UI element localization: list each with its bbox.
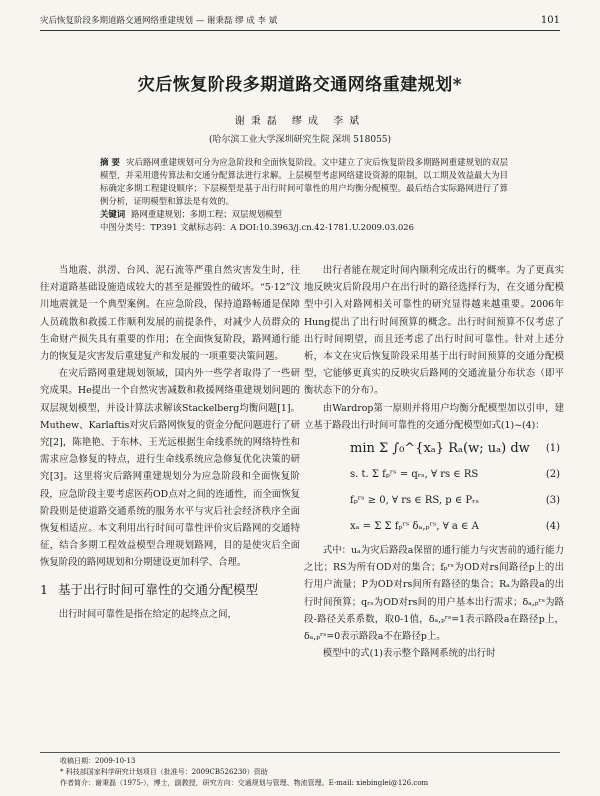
body-paragraph: 当地震、洪涝、台风、泥石流等严重自然灾害发生时，往往对道路基础设施造成较大的甚至是摧毁性的破坏。“5·12”汶川地震就是一个典型案例。在应急阶段，保持道路畅通是保障人员疏散和救援工作顺利发展的前提条件，对减少人员群众的生命财产损失具有重要的作用；在全面恢复阶段，路网通行能力的恢复是灾害发后重建复产和发展的一项重要决策问题。 bbox=[40, 265, 300, 363]
left-column bbox=[40, 262, 300, 623]
keywords-text: 路网重建规划；多期工程；双层规划模型 bbox=[131, 209, 282, 219]
section-number: 1 bbox=[40, 581, 48, 597]
classification-line: 中图分类号：TP391 文献标志码：A DOI:10.3963/j.cn.42-1781.U.2009.03.026 bbox=[100, 222, 414, 232]
paper-title: 灾后恢复阶段多期道路交通网络重建规划* bbox=[137, 75, 463, 95]
equation-expression: fₚʳˢ ≥ 0, ∀ rs ∈ RS, p ∈ Pᵣₛ bbox=[350, 495, 479, 507]
abstract-text: 灾后路网重建规划可分为应急阶段和全面恢复阶段。文中建立了灾后恢复阶段多期路网重建规划的双层模型，并采用遗传算法和交通分配算法进行求解。上层模型考虑网络建设资源的限制，以工期及效益最大为目标确定多期工程建设顺序；下层模型是基于出行时间可靠性的用户均衡分配模型。最后结合实际路网进行了算例分析，证明模型和算法是有效的。 bbox=[100, 157, 508, 206]
body-paragraph: 出行时间可靠性是指在给定的起终点之间， bbox=[58, 608, 237, 620]
body-paragraph: 由Wardrop第一原则并将用户均衡分配模型加以引申，建立基于路段出行时间可靠性的交通分配模型如式(1)~(4)： bbox=[304, 402, 564, 431]
section-heading bbox=[40, 580, 300, 600]
equation-expression: xₐ = Σ Σ fₚʳˢ δₐ,ₚʳˢ, ∀ a ∈ A bbox=[350, 521, 479, 533]
keywords-label: 关键词 bbox=[100, 209, 126, 219]
body-paragraph: 式中：uₐ为灾后路段a保留的通行能力与灾害前的通行能力之比；RS为所有OD对的集合；fₚʳˢ为OD对rs间路径p上的出行用户流量；P为OD对rs间所有路径的集合；Rₐ为路段a的出行时间预算；qᵣₛ为OD对rs间的用户基本出行需求；δₐ,ₚʳˢ为路段-路径关系系数，取0-1值，δₐ,ₚʳˢ=1表示路段a在路径p上，δₐ,ₚʳˢ=0表示路段a不在路径p上。 bbox=[304, 545, 564, 643]
running-header bbox=[40, 14, 560, 31]
equation-number: (3) bbox=[545, 495, 560, 507]
footnote-received: 收稿日期：2009-10-13 bbox=[60, 757, 136, 765]
footnote-funding: * 科技部国家科学研究计划项目（批准号：2009CB526230）资助 bbox=[60, 768, 268, 776]
equation-2 bbox=[304, 464, 564, 486]
equation-number: (4) bbox=[545, 521, 560, 533]
footnote-author: 作者简介：谢秉磊（1975-），博士，副教授，研究方向：交通规划与管理、物流管理。E-mail: xiebinglei@126.com bbox=[60, 779, 429, 787]
running-title: 灾后恢复阶段多期道路交通网络重建规划 — 谢秉磊 缪 成 李 斌 bbox=[40, 16, 278, 26]
equation-4 bbox=[304, 516, 564, 538]
section-title: 基于出行时间可靠性的交通分配模型 bbox=[57, 581, 258, 597]
footnotes bbox=[40, 752, 560, 789]
abstract-label: 摘 要 bbox=[100, 157, 121, 167]
author-list: 谢秉磊 缪成 李斌 bbox=[234, 116, 366, 127]
equation-number: (1) bbox=[545, 443, 560, 455]
equation-number: (2) bbox=[545, 469, 560, 481]
body-paragraph: 出行者能在规定时间内顺利完成出行的概率。为了更真实地反映灾后阶段用户在出行时的路径选择行为，在交通分配模型中引入对路网相关可靠性的研究显得越来越重要。2006年Hung提出了出行时间预算的概念。出行时间预算不仅考虑了出行时间期望，而且还考虑了出行时间可靠性。针对上述分析，本文在灾后恢复阶段采用基于出行时间预算的交通分配模型，它能够更真实的反映灾后路网的交通流量分布状态（即平衡状态下的分布）。 bbox=[304, 265, 564, 397]
equation-3 bbox=[304, 490, 564, 512]
body-paragraph: 在灾后路网重建规划领域，国内外一些学者取得了一些研究成果。He提出一个自然灾害减数和救援网络重建规划问题的双层规划模型，并设计算法求解该Stackelberg均衡问题[1]。Muthew、Karlaftis对灾后路网恢复的资金分配问题进行了研究[2]，陈艳艳、于东林、王光远根据生命线系统的网络特性和需求应急修复的特点，进行生命线系统应急修复优化决策的研究[3]。这里将灾后路网重建规划分为应急阶段和全面恢复阶段，应急阶段主要考虑医药OD点对之间的连通性，而全面恢复阶段则是使道路交通系统的服务水平与灾后社会经济秩序全面恢复相适应。本文利用出行时间可靠性评价灾后路网的交通特征，结合多期工程效益模型合理规划路网，目的是使灾后全面恢复阶段的路网规划和分期建设更加科学、合理。 bbox=[40, 368, 300, 569]
body-paragraph: 模型中的式(1)表示整个路网系统的出行时 bbox=[322, 648, 496, 660]
equation-1 bbox=[304, 438, 564, 460]
page-number: 101 bbox=[540, 15, 560, 26]
abstract-block bbox=[100, 156, 508, 234]
affiliation: (哈尔滨工业大学深圳研究生院 深圳 518055) bbox=[208, 135, 392, 145]
equation-expression: min Σ ∫₀^{xₐ} Rₐ(w; uₐ) dw bbox=[350, 441, 530, 457]
right-column bbox=[304, 262, 564, 662]
equation-expression: s. t. Σ fₚʳˢ = qᵣₛ, ∀ rs ∈ RS bbox=[350, 469, 479, 481]
